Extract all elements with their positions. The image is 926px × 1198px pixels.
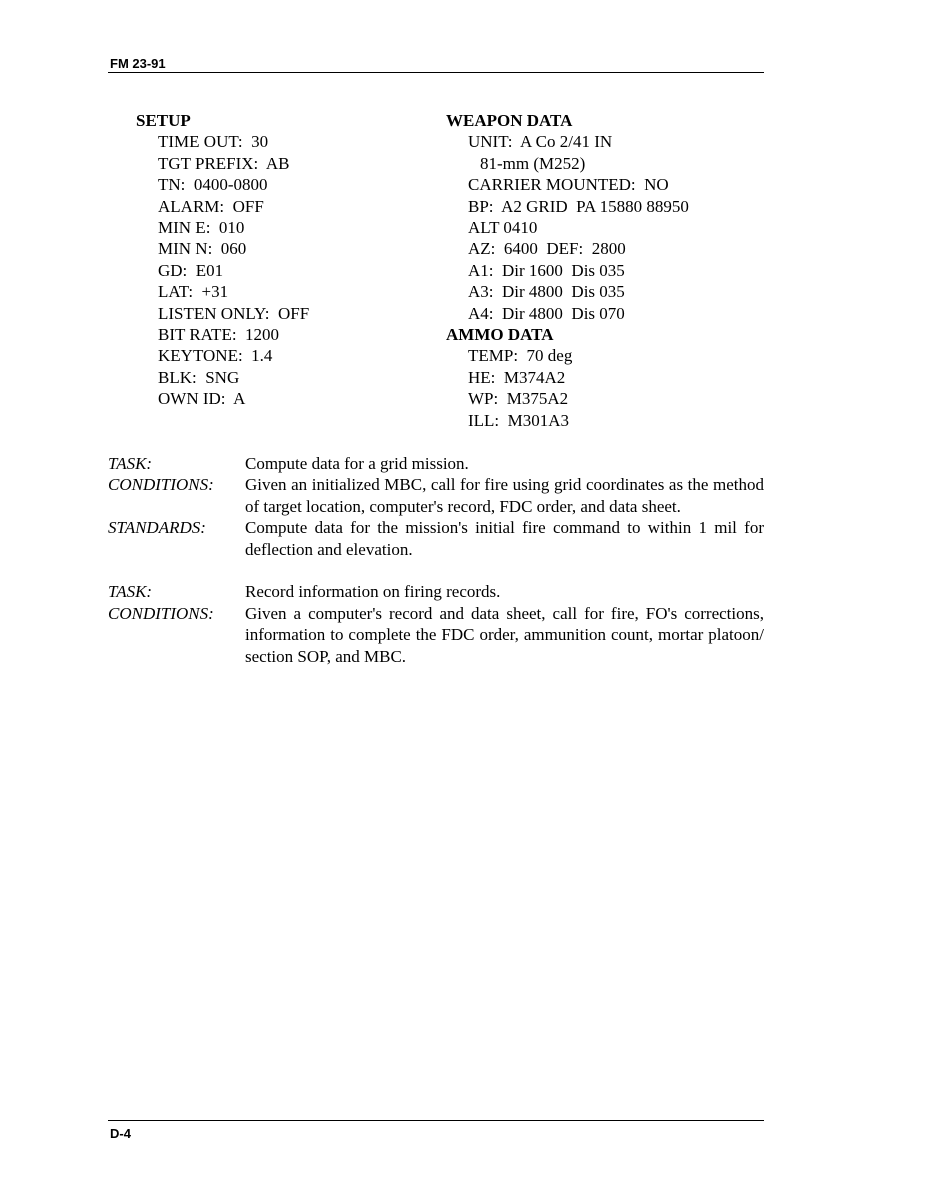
ammo-data-heading: AMMO DATA: [446, 325, 554, 345]
ammo-item: TEMP: 70 deg: [468, 346, 573, 366]
setup-item: KEYTONE: 1.4: [158, 346, 273, 366]
header-rule: [108, 72, 764, 73]
conditions-row: [108, 603, 764, 667]
weapon-unit-type: 81-mm (M252): [480, 153, 586, 173]
task-row: [108, 453, 764, 474]
conditions-label: CONDITIONS:: [108, 475, 214, 495]
ammo-item: WP: M375A2: [468, 389, 569, 409]
weapon-item: AZ: 6400 DEF: 2800: [468, 239, 626, 259]
setup-item: BIT RATE: 1200: [158, 325, 280, 345]
footer-rule: [108, 1120, 764, 1121]
setup-item: ALARM: OFF: [158, 196, 264, 216]
ammo-item: ILL: M301A3: [468, 410, 570, 430]
task-label: TASK:: [108, 582, 153, 602]
task-row: [108, 581, 764, 602]
setup-item: LISTEN ONLY: OFF: [158, 303, 310, 323]
page-number: D-4: [110, 1126, 131, 1141]
weapon-ammo-section: [446, 110, 689, 431]
setup-item: TIME OUT: 30: [158, 132, 269, 152]
setup-item: GD: E01: [158, 260, 224, 280]
conditions-text: Given a computer's record and data sheet, call for fire, FO's corrections, information to complete the FDC order, ammunition count, mortar platoon/ section SOP, and MBC.: [245, 603, 764, 666]
weapon-item: A1: Dir 1600 Dis 035: [468, 260, 625, 280]
weapon-data-heading: WEAPON DATA: [446, 111, 573, 130]
ammo-item: HE: M374A2: [468, 367, 566, 387]
standards-text: Compute data for the mission's initial fire command to within 1 mil for deflection and elevation.: [245, 518, 764, 559]
weapon-item: A3: Dir 4800 Dis 035: [468, 282, 625, 302]
document-id: FM 23-91: [110, 56, 166, 71]
standards-label: STANDARDS:: [108, 518, 206, 538]
weapon-item: BP: A2 GRID PA 15880 88950: [468, 196, 689, 216]
setup-item: TGT PREFIX: AB: [158, 153, 290, 173]
conditions-row: [108, 474, 764, 517]
task-label: TASK:: [108, 454, 153, 473]
weapon-item: ALT 0410: [468, 218, 538, 238]
weapon-item: A4: Dir 4800 Dis 070: [468, 303, 625, 323]
setup-section: [136, 110, 309, 410]
weapon-unit: UNIT: A Co 2/41 IN: [468, 132, 613, 152]
setup-item: TN: 0400-0800: [158, 175, 268, 195]
spacer: [108, 560, 764, 581]
setup-item: OWN ID: A: [158, 389, 246, 409]
conditions-text: Given an initialized MBC, call for fire using grid coordinates as the method of target location, computer's record, FDC order, and data sheet.: [245, 475, 764, 516]
standards-row: [108, 517, 764, 560]
setup-heading: SETUP: [136, 111, 191, 130]
task-block: [108, 453, 764, 667]
setup-item: LAT: +31: [158, 282, 229, 302]
setup-item: MIN N: 060: [158, 239, 247, 259]
task-text: Compute data for a grid mission.: [245, 454, 469, 473]
setup-item: BLK: SNG: [158, 367, 240, 387]
weapon-item: CARRIER MOUNTED: NO: [468, 175, 669, 195]
conditions-label: CONDITIONS:: [108, 603, 214, 623]
setup-item: MIN E: 010: [158, 218, 245, 238]
task-text: Record information on firing records.: [245, 582, 501, 602]
